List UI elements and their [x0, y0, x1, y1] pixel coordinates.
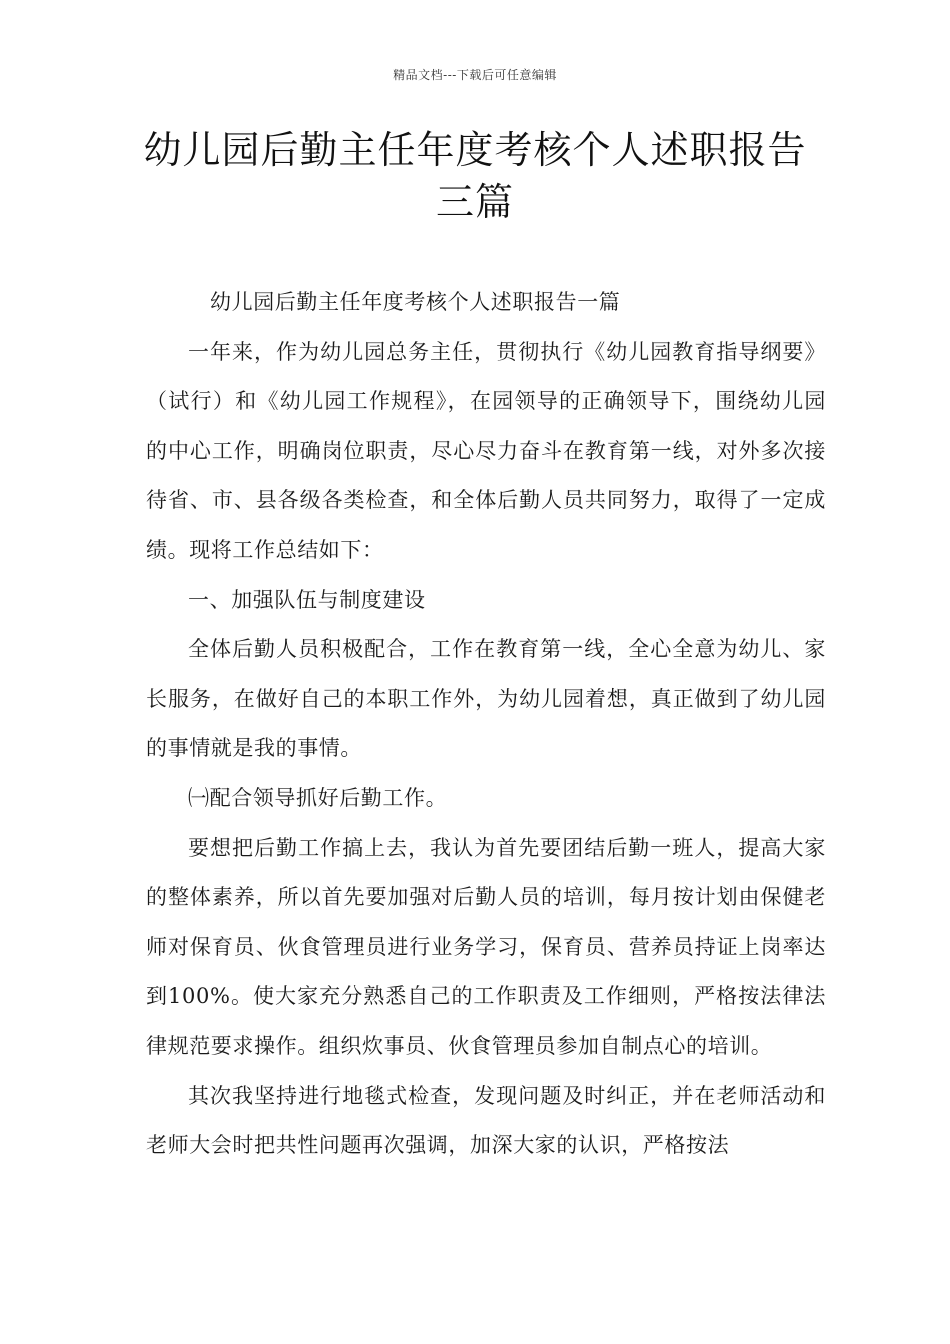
document-title: [120, 124, 830, 228]
document-body: [146, 278, 826, 1171]
section-heading: 一、加强队伍与制度建设: [188, 587, 426, 612]
paragraph: 其次我坚持进行地毯式检查，发现问题及时纠正，并在老师活动和老师大会时把共性问题再次强调，加深大家的认识，严格按法: [146, 1083, 826, 1158]
paragraph: 要想把后勤工作搞上去，我认为首先要团结后勤一班人，提高大家的整体素养，所以首先要加强对后勤人员的培训，每月按计划由保健老师对保育员、伙食管理员进行业务学习，保育员、营养员持证上岗率达到100%。使大家充分熟悉自己的工作职责及工作细则，严格按法律法律规范要求操作。组织炊事员、伙食管理员参加自制点心的培训。: [146, 835, 826, 1058]
title-line-1: 幼儿园后勤主任年度考核个人述职报告: [143, 128, 807, 172]
paragraph: 全体后勤人员积极配合，工作在教育第一线，全心全意为幼儿、家长服务，在做好自己的本职工作外，为幼儿园着想，真正做到了幼儿园的事情就是我的事情。: [146, 637, 826, 761]
subsection-heading: ㈠配合领导抓好后勤工作。: [188, 785, 448, 810]
section-subtitle: 幼儿园后勤主任年度考核个人述职报告一篇: [210, 290, 621, 314]
title-line-2: 三篇: [435, 180, 514, 224]
header-note: 精品文档---下载后可任意编辑: [393, 68, 557, 82]
paragraph: 一年来，作为幼儿园总务主任，贯彻执行《幼儿园教育指导纲要》（试行）和《幼儿园工作规程》，在园领导的正确领导下，围绕幼儿园的中心工作，明确岗位职责，尽心尽力奋斗在教育第一线，对外多次接待省、市、县各级各类检查，和全体后勤人员共同努力，取得了一定成绩。现将工作总结如下：: [146, 339, 826, 562]
